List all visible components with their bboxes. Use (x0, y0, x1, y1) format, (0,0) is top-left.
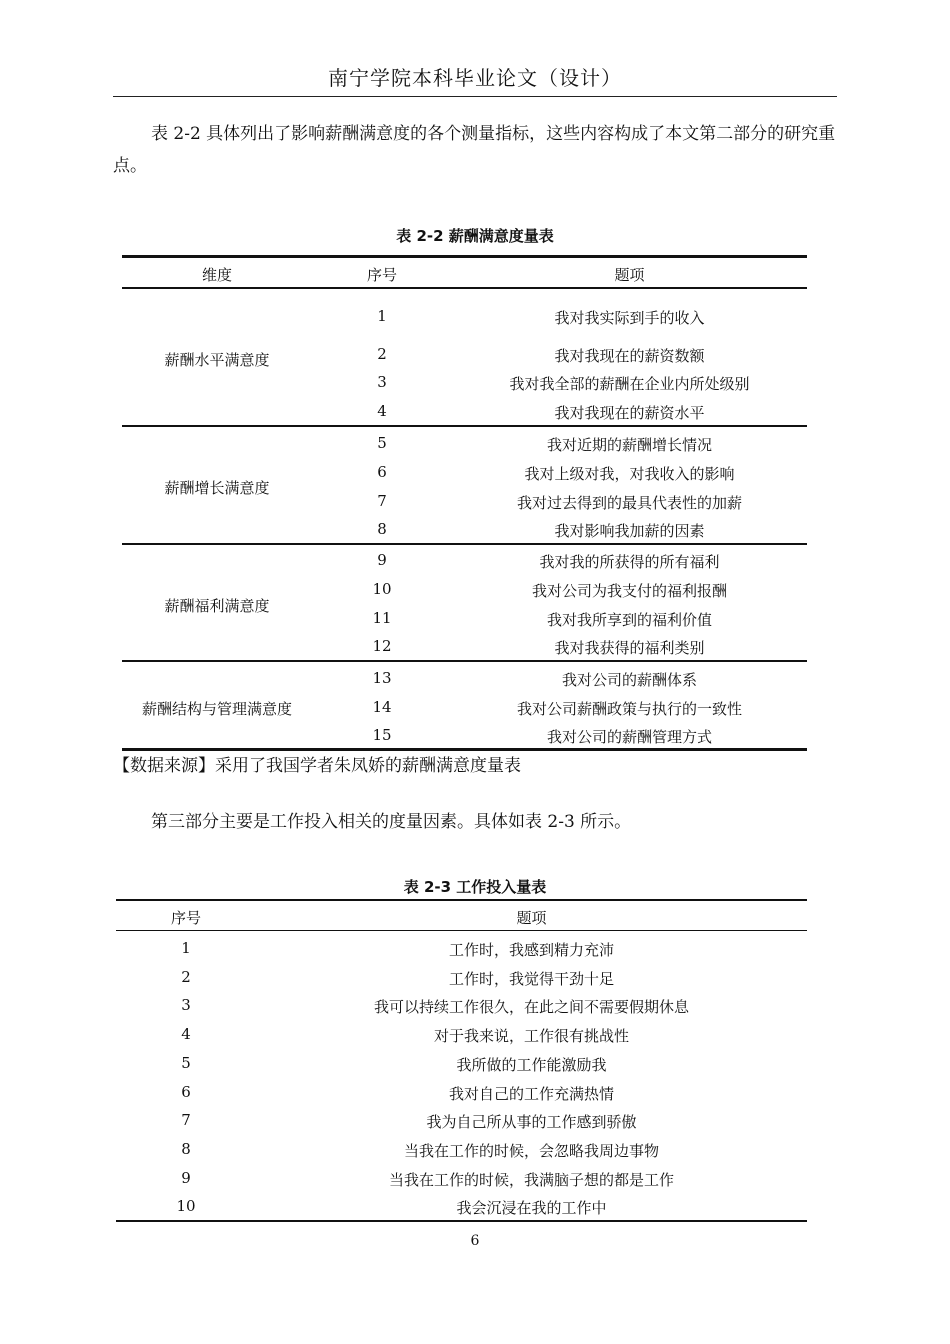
number-cell: 2 (377, 345, 387, 363)
item-cell: 我对公司的薪酬体系 (561, 671, 697, 689)
item-cell: 工作时，我觉得干劲十足 (448, 970, 614, 988)
number-cell: 13 (372, 669, 392, 687)
number-cell: 12 (372, 637, 392, 655)
number-cell: 2 (181, 968, 191, 986)
number-cell: 7 (181, 1111, 191, 1129)
item-cell: 我为自己所从事的工作感到骄傲 (426, 1113, 637, 1131)
table-top-rule (122, 255, 807, 258)
item-cell: 我对上级对我，对我收入的影响 (524, 465, 735, 483)
item-cell: 我对自己的工作充满热情 (448, 1085, 614, 1103)
item-cell: 我对影响我加薪的因素 (554, 522, 705, 540)
header-number: 序号 (366, 266, 397, 284)
header-rule (122, 287, 807, 289)
header-number: 序号 (170, 909, 201, 927)
item-cell: 对于我来说，工作很有挑战性 (433, 1027, 629, 1045)
dimension-cell: 薪酬结构与管理满意度 (141, 700, 292, 718)
header-item: 题项 (516, 909, 547, 927)
page-header: 南宁学院本科毕业论文（设计） (113, 60, 837, 97)
item-cell: 我对我获得的福利类别 (554, 639, 705, 657)
data-source-note: 【数据来源】采用了我国学者朱凤娇的薪酬满意度量表 (113, 756, 521, 776)
number-cell: 6 (181, 1083, 191, 1101)
number-cell: 3 (377, 373, 387, 391)
number-cell: 1 (181, 939, 191, 957)
number-cell: 7 (377, 492, 387, 510)
item-cell: 我对公司为我支付的福利报酬 (531, 582, 727, 600)
header-item: 题项 (614, 266, 645, 284)
intro-paragraph: 表 2-2 具体列出了影响薪酬满意度的各个测量指标，这些内容构成了本文第二部分的研究重点。 (113, 124, 836, 176)
item-cell: 我对我的所获得的所有福利 (539, 553, 720, 571)
number-cell: 3 (181, 996, 191, 1014)
number-cell: 8 (377, 520, 387, 538)
dimension-cell: 薪酬福利满意度 (164, 597, 270, 615)
table-top-rule (116, 899, 807, 901)
table-2-3-caption: 表 2-3 工作投入量表 (403, 878, 547, 896)
number-cell: 8 (181, 1140, 191, 1158)
number-cell: 10 (176, 1197, 196, 1215)
item-cell: 我对我现在的薪资数额 (554, 347, 705, 365)
item-cell: 我对我全部的薪酬在企业内所处级别 (509, 375, 750, 393)
section-three-paragraph: 第三部分主要是工作投入相关的度量因素。具体如表 2-3 所示。 (151, 812, 632, 832)
group-rule (122, 425, 807, 427)
item-cell: 我对我实际到手的收入 (554, 309, 705, 327)
header-dimension: 维度 (201, 266, 232, 284)
page-number: 6 (470, 1233, 480, 1249)
item-cell: 我所做的工作能激励我 (456, 1056, 607, 1074)
number-cell: 5 (377, 434, 387, 452)
item-cell: 我对我现在的薪资水平 (554, 404, 705, 422)
table-2-2-caption: 表 2-2 薪酬满意度量表 (396, 227, 554, 245)
dimension-cell: 薪酬增长满意度 (164, 479, 270, 497)
item-cell: 我会沉浸在我的工作中 (456, 1199, 607, 1217)
number-cell: 6 (377, 463, 387, 481)
number-cell: 4 (377, 402, 387, 420)
item-cell: 当我在工作的时候，会忽略我周边事物 (403, 1142, 659, 1160)
item-cell: 我对过去得到的最具代表性的加薪 (516, 494, 742, 512)
dimension-cell: 薪酬水平满意度 (164, 351, 270, 369)
number-cell: 14 (372, 698, 392, 716)
group-rule (122, 660, 807, 662)
number-cell: 1 (377, 307, 387, 325)
item-cell: 工作时，我感到精力充沛 (448, 941, 614, 959)
group-rule (122, 543, 807, 545)
number-cell: 9 (377, 551, 387, 569)
number-cell: 5 (181, 1054, 191, 1072)
number-cell: 9 (181, 1169, 191, 1187)
number-cell: 11 (372, 609, 392, 627)
item-cell: 当我在工作的时候，我满脑子想的都是工作 (388, 1171, 674, 1189)
item-cell: 我可以持续工作很久，在此之间不需要假期休息 (373, 998, 689, 1016)
item-cell: 我对我所享到的福利价值 (546, 611, 712, 629)
item-cell: 我对公司的薪酬管理方式 (546, 728, 712, 746)
number-cell: 10 (372, 580, 392, 598)
header-rule (116, 930, 807, 931)
number-cell: 15 (372, 726, 392, 744)
item-cell: 我对公司薪酬政策与执行的一致性 (516, 700, 742, 718)
table-bottom-rule (116, 1220, 807, 1222)
number-cell: 4 (181, 1025, 191, 1043)
item-cell: 我对近期的薪酬增长情况 (546, 436, 712, 454)
